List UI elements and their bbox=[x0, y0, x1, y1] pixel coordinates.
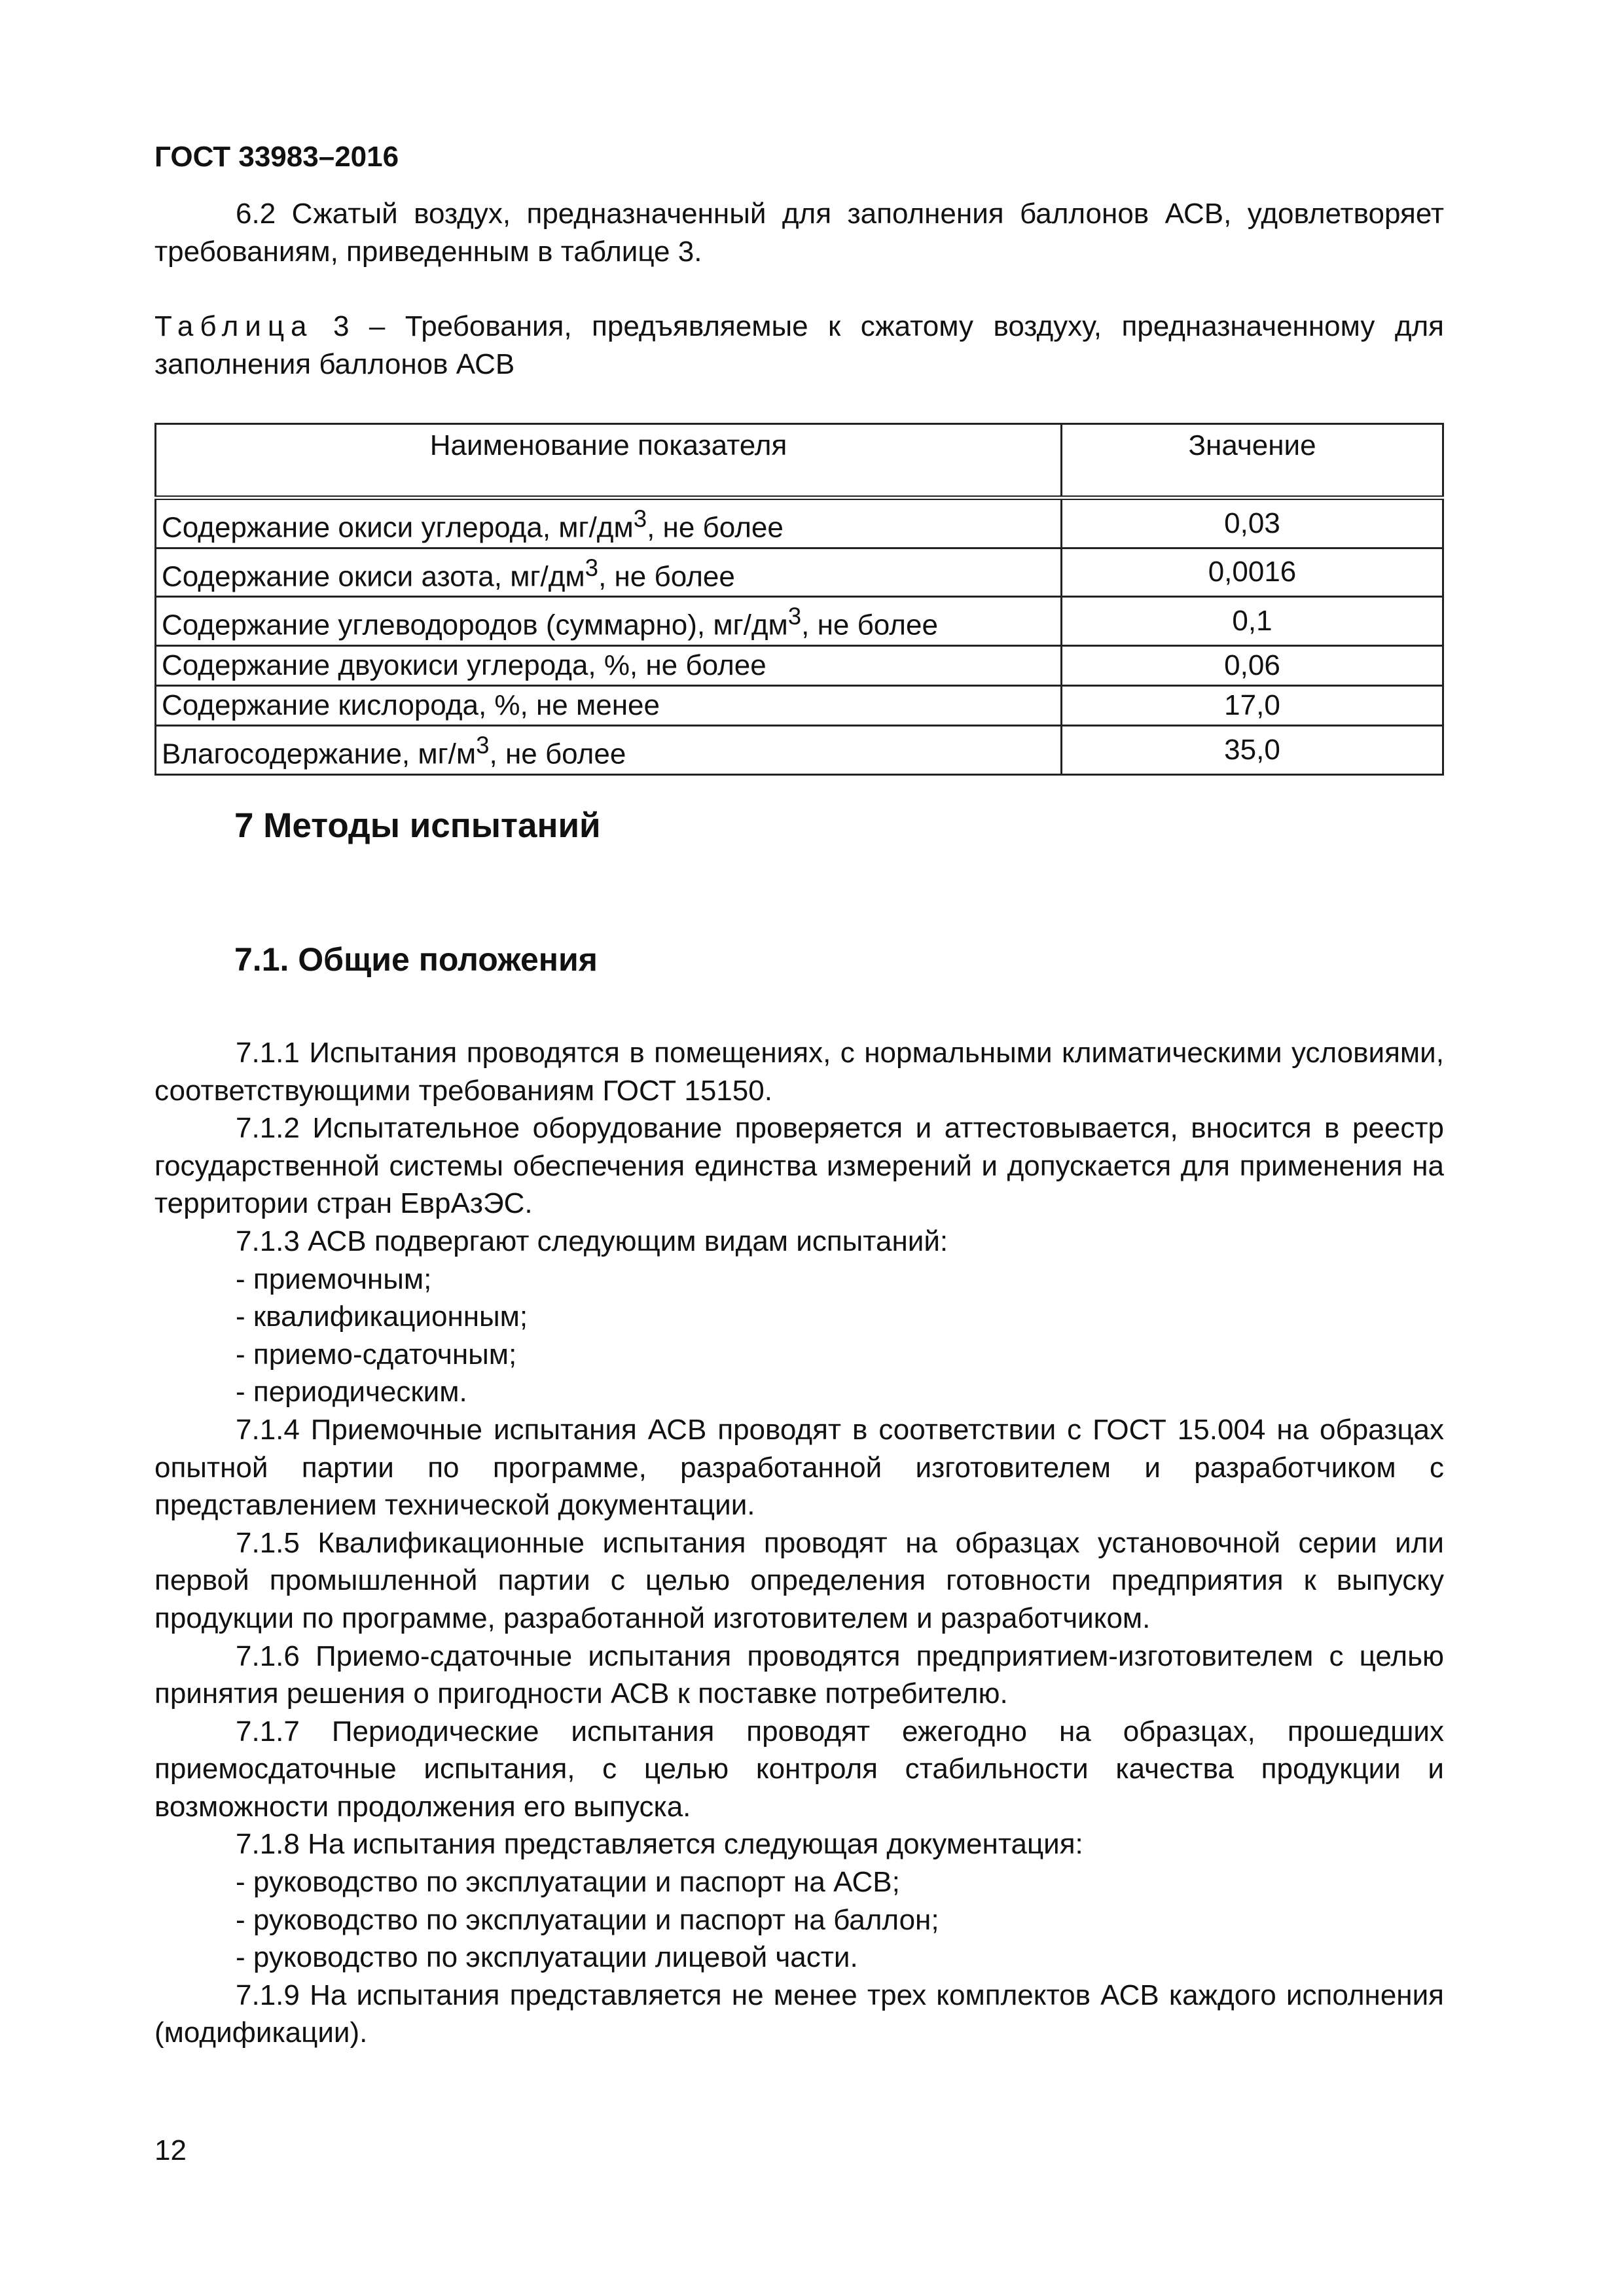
row-value-cell: 0,03 bbox=[1062, 498, 1443, 548]
table-row bbox=[156, 685, 1443, 725]
table-caption-label: Таблица bbox=[154, 310, 314, 342]
row-name-text: Содержание кислорода, %, не менее bbox=[162, 689, 660, 721]
list-item: - приемочным; bbox=[236, 1263, 432, 1295]
row-value-cell: 0,1 bbox=[1062, 597, 1443, 646]
list-item: - приемо-сдаточным; bbox=[236, 1338, 517, 1371]
row-name-suffix: , не более bbox=[489, 738, 626, 770]
row-name-suffix: , не более bbox=[801, 609, 938, 641]
row-name-superscript: 3 bbox=[476, 731, 490, 759]
row-name-text: Влагосодержание, мг/м bbox=[162, 738, 477, 770]
paragraph: 7.1.3 АСВ подвергают следующим видам испытаний: bbox=[236, 1225, 948, 1257]
paragraph: 7.1.4 Приемочные испытания АСВ проводят в соответствии с ГОСТ 15.004 на образцах опытной партии по программе, разработанной изготовителем и разработчиком с представлением технической документации. bbox=[154, 1413, 1444, 1522]
row-name-suffix: , не более bbox=[598, 560, 735, 593]
paragraph: 7.1.7 Периодические испытания проводят ежегодно на образцах, прошедших приемосдаточные испытания, с целью контроля стабильности качества продукции и возможности продолжения его выпуска. bbox=[154, 1715, 1444, 1823]
row-name-cell bbox=[156, 597, 1062, 646]
table-header-row bbox=[156, 424, 1443, 498]
row-name-cell bbox=[156, 645, 1062, 685]
paragraph: 7.1.8 На испытания представляется следующая документация: bbox=[236, 1828, 1083, 1861]
row-value-cell: 17,0 bbox=[1062, 685, 1443, 725]
row-name-superscript: 3 bbox=[585, 554, 599, 581]
page-number: 12 bbox=[154, 2134, 187, 2166]
row-value-cell: 0,06 bbox=[1062, 645, 1443, 685]
section-body bbox=[154, 1034, 1444, 2052]
paragraph: 7.1.6 Приемо-сдаточные испытания проводятся предприятием-изготовителем с целью принятия решения о пригодности АСВ к поставке потребителю. bbox=[154, 1640, 1444, 1710]
row-name-superscript: 3 bbox=[787, 603, 802, 630]
column-header-value: Значение bbox=[1062, 424, 1443, 498]
table-row bbox=[156, 597, 1443, 646]
row-name-superscript: 3 bbox=[633, 505, 647, 532]
paragraph: 7.1.1 Испытания проводятся в помещениях, с нормальными климатическими условиями, соответствующими требованиям ГОСТ 15150. bbox=[154, 1037, 1444, 1107]
list-item: - руководство по эксплуатации и паспорт на АСВ; bbox=[236, 1866, 900, 1899]
table-row bbox=[156, 645, 1443, 685]
table-caption bbox=[154, 308, 1444, 384]
paragraph: 7.1.5 Квалификационные испытания проводят на образцах установочной серии или первой промышленной партии с целью определения готовности предприятия к выпуску продукции по программе, разработанной изготовителем и разработчиком. bbox=[154, 1526, 1444, 1634]
table-row bbox=[156, 548, 1443, 597]
row-name-cell bbox=[156, 498, 1062, 548]
list-item: - квалификационным; bbox=[236, 1300, 528, 1333]
section-heading: 7 Методы испытаний bbox=[234, 806, 601, 845]
table-row bbox=[156, 725, 1443, 774]
row-value-cell: 0,0016 bbox=[1062, 548, 1443, 597]
row-name-text: Содержание окиси азота, мг/дм bbox=[162, 560, 585, 593]
table-row bbox=[156, 498, 1443, 548]
paragraph: 7.1.2 Испытательное оборудование проверяется и аттестовывается, вносится в реестр государственной системы обеспечения единства измерений и допускается для применения на территории стран ЕврАзЭС. bbox=[154, 1112, 1444, 1220]
row-name-cell bbox=[156, 685, 1062, 725]
intro-paragraph: 6.2 Сжатый воздух, предназначенный для заполнения баллонов АСВ, удовлетворяет требованиям, приведенным в таблице 3. bbox=[154, 198, 1444, 268]
column-header-name: Наименование показателя bbox=[156, 424, 1062, 498]
row-name-cell bbox=[156, 725, 1062, 774]
subsection-heading: 7.1. Общие положения bbox=[234, 941, 598, 978]
row-name-text: Содержание углеводородов (суммарно), мг/дм bbox=[162, 609, 788, 641]
requirements-table bbox=[154, 423, 1444, 776]
paragraph: 7.1.9 На испытания представляется не менее трех комплектов АСВ каждого исполнения (модификации). bbox=[154, 1979, 1444, 2049]
list-item: - руководство по эксплуатации и паспорт на баллон; bbox=[236, 1903, 939, 1936]
row-name-cell bbox=[156, 548, 1062, 597]
row-name-suffix: , не более bbox=[647, 511, 784, 544]
row-name-text: Содержание окиси углерода, мг/дм bbox=[162, 511, 634, 544]
document-id-header: ГОСТ 33983–2016 bbox=[154, 141, 399, 173]
row-name-text: Содержание двуокиси углерода, %, не более bbox=[162, 649, 767, 681]
row-value-cell: 35,0 bbox=[1062, 725, 1443, 774]
table-caption-text: 3 – Требования, предъявляемые к сжатому воздуху, предназначенному для заполнения баллонов АСВ bbox=[154, 310, 1444, 380]
list-item: - руководство по эксплуатации лицевой части. bbox=[236, 1941, 858, 1974]
list-item: - периодическим. bbox=[236, 1376, 467, 1408]
